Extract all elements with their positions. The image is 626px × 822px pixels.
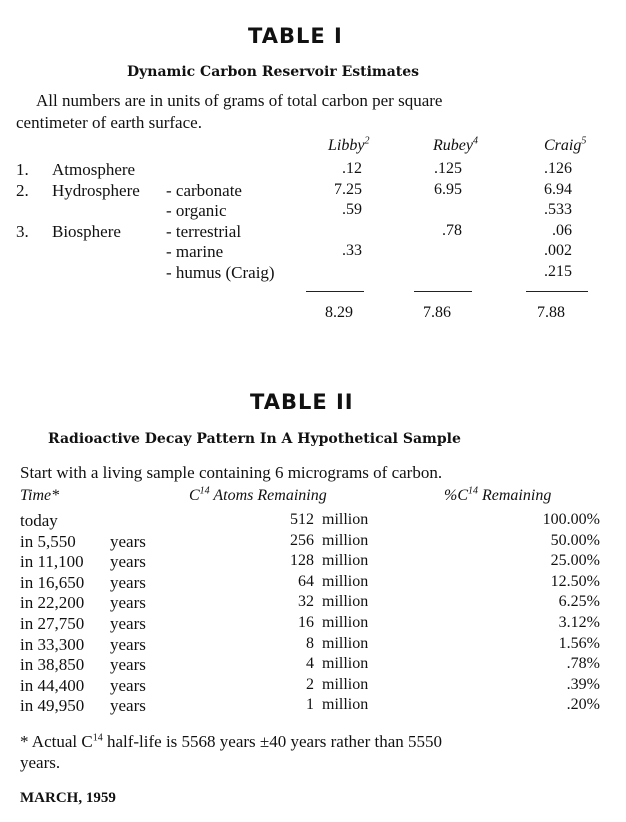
table2-atoms-count: 16 (298, 614, 314, 631)
table2-time: today (20, 511, 58, 530)
table2-atoms-unit: million (322, 614, 369, 631)
table2-percent: 6.25% (558, 593, 600, 611)
table2-title: TABLE II (250, 390, 354, 414)
table2-years-word: years (110, 552, 146, 572)
table1-row-number: 1. (16, 160, 29, 179)
table2-percent: 25.00% (550, 552, 600, 570)
table1-header-libby: Libby$^2$ (328, 135, 370, 154)
table2-header-atoms: $C^{14}$ Atoms Remaining (189, 485, 327, 504)
table1-cell-value: .78 (442, 221, 462, 239)
table2-header-pct: $\%C^{14}$ Remaining (444, 485, 552, 504)
table2-time: in 22,200 (20, 593, 85, 613)
table2-atoms-count: 256 (290, 531, 314, 549)
table1-intro-line1: All numbers are in units of grams of total carbon per square (36, 91, 443, 110)
table1-row-label: Atmosphere (52, 160, 136, 179)
table1-cell-value: .06 (552, 221, 572, 239)
table1-title: TABLE I (248, 24, 343, 48)
table1-total-rule-craig (526, 291, 588, 292)
table2-atoms-count: 512 (290, 511, 314, 528)
table1-row-label: Biosphere (52, 221, 121, 241)
table2-years-word: years (110, 696, 146, 716)
table2-atoms-count: 1 (306, 696, 314, 714)
table1-row-number: 3. (16, 221, 29, 241)
table1-total-craig: 7.88 (537, 304, 565, 321)
table2-percent: 3.12% (558, 614, 600, 631)
table2-atoms-count: 4 (306, 655, 314, 673)
table1-row-label: Hydrosphere (52, 180, 140, 200)
table2-percent: .78% (566, 655, 600, 673)
table2-years-word: years (110, 614, 146, 633)
table2-percent: 1.56% (558, 634, 600, 652)
table2-percent: .20% (566, 696, 600, 714)
table2-time: in 11,100 (20, 552, 84, 572)
table2-subtitle: Radioactive Decay Pattern In A Hypothetical Sample (48, 431, 461, 447)
footnote-line2: years. (20, 753, 61, 772)
table1-row-sublabel: - carbonate (166, 180, 242, 200)
table1-row-sublabel: - humus (Craig) (166, 262, 275, 282)
table2-atoms-unit: million (322, 572, 369, 590)
table2-header-time: Time* (20, 487, 60, 504)
table1-cell-value: .59 (342, 201, 362, 218)
table1-cell-value: .215 (544, 262, 572, 280)
table2-time: in 49,950 (20, 696, 85, 716)
table2-time: in 5,550 (20, 531, 76, 551)
page-footer-date: MARCH, 1959 (20, 790, 116, 806)
table2-years-word: years (110, 531, 146, 551)
table2-time: in 44,400 (20, 675, 85, 695)
table2-years-word: years (110, 593, 146, 613)
table2-atoms-unit: million (322, 552, 369, 570)
table2-years-word: years (110, 655, 146, 675)
table2-atoms-count: 8 (306, 634, 314, 652)
table2-atoms-unit: million (322, 675, 369, 693)
table1-total-rubey: 7.86 (423, 304, 451, 321)
table2-time: in 33,300 (20, 634, 85, 654)
table1-cell-value: .12 (342, 160, 362, 177)
table2-years-word: years (110, 675, 146, 695)
table1-total-libby: 8.29 (325, 304, 353, 321)
table2-atoms-count: 128 (290, 552, 314, 570)
table1-header-craig: Craig$^5$ (544, 135, 587, 154)
table2-atoms-unit: million (322, 531, 369, 549)
table1-cell-value: 6.94 (544, 180, 572, 198)
table1-total-rule-rubey (414, 291, 472, 292)
table2-time: in 38,850 (20, 655, 85, 675)
table2-percent: 100.00% (542, 511, 600, 528)
table1-cell-value: 6.95 (434, 180, 462, 198)
table2-intro: Start with a living sample containing 6 micrograms of carbon. (20, 463, 443, 482)
table1-row-sublabel: - marine (166, 242, 224, 261)
table1-cell-value: 7.25 (334, 180, 362, 198)
table1-total-rule-libby (306, 291, 364, 292)
table2-atoms-count: 2 (306, 675, 314, 693)
table2-percent: 12.50% (550, 572, 600, 590)
table2-atoms-unit: million (322, 511, 369, 528)
table1-cell-value: .002 (544, 242, 572, 259)
table1-subtitle: Dynamic Carbon Reservoir Estimates (127, 64, 420, 80)
table1-cell-value: .126 (544, 160, 572, 177)
footnote-line1: * Actual $C^{14}$ half-life is 5568 years ±40 years rather than 5550 (20, 732, 443, 751)
table2-atoms-count: 32 (298, 593, 314, 611)
table2-atoms-unit: million (322, 634, 369, 652)
table2-atoms-count: 64 (298, 572, 314, 590)
table2-years-word: years (110, 634, 146, 654)
table2-time: in 27,750 (20, 614, 85, 633)
table2-atoms-unit: million (322, 696, 369, 714)
table2-atoms-unit: million (322, 655, 369, 673)
table2-atoms-unit: million (322, 593, 369, 611)
table2-time: in 16,650 (20, 572, 85, 592)
table2-percent: 50.00% (550, 531, 600, 549)
table1-header-rubey: Rubey$^4$ (433, 135, 478, 154)
table1-row-number: 2. (16, 180, 29, 200)
table2-percent: .39% (566, 675, 600, 693)
table1-row-sublabel: - organic (166, 201, 227, 220)
table1-cell-value: .125 (434, 160, 462, 177)
table1-cell-value: .533 (544, 201, 572, 218)
table1-intro-line2: centimeter of earth surface. (16, 113, 202, 132)
table1-row-sublabel: - terrestrial (166, 221, 242, 241)
table2-years-word: years (110, 572, 146, 592)
table1-cell-value: .33 (342, 242, 362, 259)
